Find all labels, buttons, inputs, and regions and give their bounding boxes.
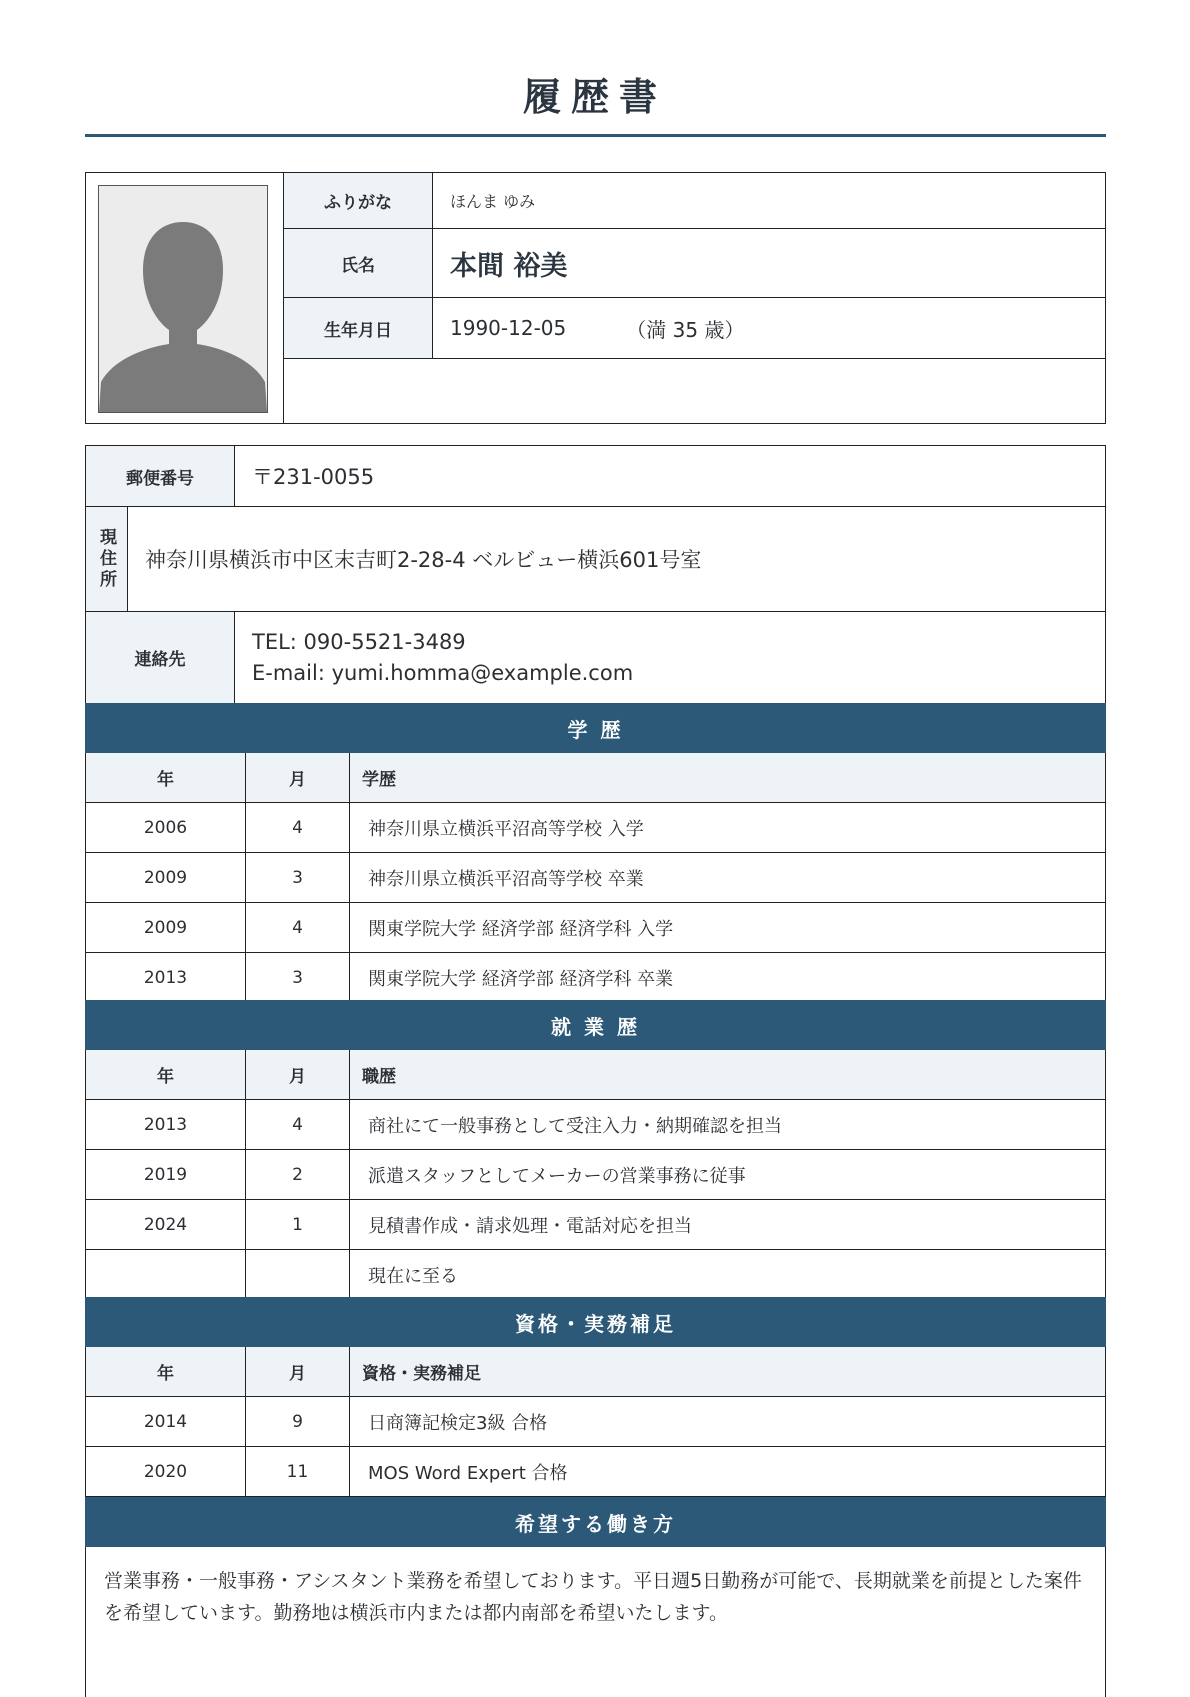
birth-label: 生年月日 xyxy=(284,298,433,358)
table-row xyxy=(86,1250,1105,1300)
birth-row xyxy=(284,298,1105,359)
photo-cell xyxy=(86,173,284,423)
furigana-value: ほんま ゆみ xyxy=(450,192,536,211)
qualifications-section-header: 資格・実務補足 xyxy=(85,1297,1106,1347)
row-desc: 派遣スタッフとしてメーカーの営業事務に従事 xyxy=(368,1165,746,1187)
contact-row xyxy=(86,612,1105,703)
col-year-header: 年 xyxy=(86,753,246,802)
row-month: 9 xyxy=(246,1397,350,1446)
row-year: 2019 xyxy=(86,1150,246,1199)
table-row xyxy=(86,1447,1105,1497)
row-month: 4 xyxy=(246,1100,350,1149)
row-month: 3 xyxy=(246,953,350,1002)
age-value: （満 35 歳） xyxy=(626,317,745,342)
col-desc-header: 資格・実務補足 xyxy=(362,1364,481,1384)
row-desc: 現在に至る xyxy=(368,1265,458,1287)
furigana-row xyxy=(284,173,1105,229)
preference-box xyxy=(85,1547,1106,1697)
row-month: 1 xyxy=(246,1200,350,1249)
table-row xyxy=(86,853,1105,903)
row-desc: 神奈川県立横浜平沼高等学校 入学 xyxy=(368,818,644,840)
profile-block xyxy=(85,172,1106,424)
row-desc: 関東学院大学 経済学部 経済学科 入学 xyxy=(368,918,674,940)
row-year: 2013 xyxy=(86,953,246,1002)
row-year: 2009 xyxy=(86,853,246,902)
row-desc: 関東学院大学 経済学部 経済学科 卒業 xyxy=(368,968,674,990)
table-row xyxy=(86,903,1105,953)
row-month xyxy=(246,1250,350,1299)
row-desc: MOS Word Expert 合格 xyxy=(368,1462,568,1484)
person-silhouette-icon xyxy=(99,186,267,412)
postal-row xyxy=(86,446,1105,507)
education-table xyxy=(85,753,1106,1003)
table-row xyxy=(86,1200,1105,1250)
table-row xyxy=(86,1150,1105,1200)
contact-tel: TEL: 090-5521-3489 xyxy=(252,629,466,654)
education-section-header: 学 歴 xyxy=(85,703,1106,753)
row-year: 2009 xyxy=(86,903,246,952)
row-year xyxy=(86,1250,246,1299)
table-header-row xyxy=(86,753,1105,803)
contact-label: 連絡先 xyxy=(86,612,235,703)
row-month: 11 xyxy=(246,1447,350,1496)
row-year: 2006 xyxy=(86,803,246,852)
col-month-header: 月 xyxy=(246,753,350,802)
table-row xyxy=(86,953,1105,1003)
title-rule xyxy=(85,134,1106,137)
name-label: 氏名 xyxy=(284,229,433,297)
postal-label: 郵便番号 xyxy=(86,446,235,506)
row-month: 3 xyxy=(246,853,350,902)
row-desc: 商社にて一般事務として受注入力・納期確認を担当 xyxy=(368,1115,782,1137)
preference-section-header: 希望する働き方 xyxy=(85,1497,1106,1547)
birth-date: 1990-12-05 xyxy=(450,316,567,340)
address-label: 現住所 xyxy=(96,527,116,591)
postal-code: 〒231-0055 xyxy=(252,465,375,489)
row-desc: 神奈川県立横浜平沼高等学校 卒業 xyxy=(368,868,644,890)
address-value: 神奈川県横浜市中区末吉町2-28-4 ベルビュー横浜601号室 xyxy=(145,548,702,572)
col-desc-header: 学歴 xyxy=(362,770,396,790)
col-month-header: 月 xyxy=(246,1347,350,1396)
row-desc: 見積書作成・請求処理・電話対応を担当 xyxy=(368,1215,692,1237)
col-month-header: 月 xyxy=(246,1050,350,1099)
row-desc: 日商簿記検定3級 合格 xyxy=(368,1412,548,1434)
table-row xyxy=(86,1100,1105,1150)
furigana-label: ふりがな xyxy=(284,173,433,228)
page-title: 履歴書 xyxy=(522,75,667,119)
work-section-header: 就 業 歴 xyxy=(85,1000,1106,1050)
name-value: 本間 裕美 xyxy=(450,250,568,282)
qualifications-table xyxy=(85,1347,1106,1497)
col-year-header: 年 xyxy=(86,1347,246,1396)
row-month: 4 xyxy=(246,903,350,952)
col-desc-header: 職歴 xyxy=(362,1067,396,1087)
row-year: 2013 xyxy=(86,1100,246,1149)
address-block xyxy=(85,445,1106,704)
row-year: 2014 xyxy=(86,1397,246,1446)
table-header-row xyxy=(86,1050,1105,1100)
col-year-header: 年 xyxy=(86,1050,246,1099)
address-row xyxy=(86,507,1105,612)
preference-text: 営業事務・一般事務・アシスタント業務を希望しております。平日週5日勤務が可能で、長期就業を前提とした案件を希望しています。勤務地は横浜市内または都内南部を希望いたします。 xyxy=(104,1570,1082,1624)
work-table xyxy=(85,1050,1106,1300)
row-month: 4 xyxy=(246,803,350,852)
table-row xyxy=(86,803,1105,853)
photo-placeholder xyxy=(98,185,268,413)
table-row xyxy=(86,1397,1105,1447)
row-year: 2020 xyxy=(86,1447,246,1496)
row-year: 2024 xyxy=(86,1200,246,1249)
contact-email: E-mail: yumi.homma@example.com xyxy=(252,660,634,685)
table-header-row xyxy=(86,1347,1105,1397)
row-month: 2 xyxy=(246,1150,350,1199)
name-row xyxy=(284,229,1105,298)
